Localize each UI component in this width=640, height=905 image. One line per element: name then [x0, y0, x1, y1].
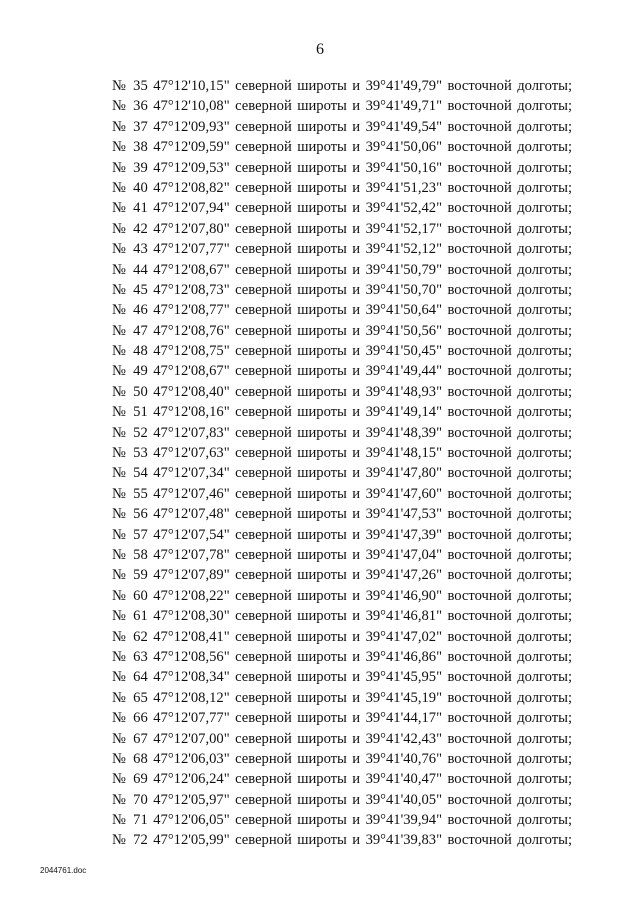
- coordinate-line: № 55 47°12'07,46" северной широты и 39°41'47,60" восточной долготы;: [112, 485, 572, 502]
- coordinate-line: № 52 47°12'07,83" северной широты и 39°41'48,39" восточной долготы;: [112, 424, 572, 441]
- coordinate-line: № 45 47°12'08,73" северной широты и 39°41'50,70" восточной долготы;: [112, 281, 572, 298]
- coordinate-line: № 57 47°12'07,54" северной широты и 39°41'47,39" восточной долготы;: [112, 526, 572, 543]
- coordinate-line: № 62 47°12'08,41" северной широты и 39°41'47,02" восточной долготы;: [112, 628, 572, 645]
- coordinate-line: № 50 47°12'08,40" северной широты и 39°41'48,93" восточной долготы;: [112, 383, 572, 400]
- coordinate-line: № 71 47°12'06,05" северной широты и 39°41'39,94" восточной долготы;: [112, 812, 572, 829]
- coordinate-line: № 72 47°12'05,99" северной широты и 39°41'39,83" восточной долготы;: [112, 832, 572, 849]
- coordinate-line: № 41 47°12'07,94" северной широты и 39°41'52,42" восточной долготы;: [112, 200, 572, 217]
- coordinate-line: № 66 47°12'07,77" северной широты и 39°41'44,17" восточной долготы;: [112, 710, 572, 727]
- coordinate-line: № 44 47°12'08,67" северной широты и 39°41'50,79" восточной долготы;: [112, 261, 572, 278]
- coordinate-line: № 47 47°12'08,76" северной широты и 39°41'50,56" восточной долготы;: [112, 322, 572, 339]
- coordinate-line: № 51 47°12'08,16" северной широты и 39°41'49,14" восточной долготы;: [112, 404, 572, 421]
- coordinate-line: № 67 47°12'07,00" северной широты и 39°41'42,43" восточной долготы;: [112, 730, 572, 747]
- coordinate-line: № 59 47°12'07,89" северной широты и 39°41'47,26" восточной долготы;: [112, 567, 572, 584]
- coordinate-line: № 40 47°12'08,82" северной широты и 39°41'51,23" восточной долготы;: [112, 179, 572, 196]
- coordinate-line: № 48 47°12'08,75" северной широты и 39°41'50,45" восточной долготы;: [112, 343, 572, 360]
- coordinate-line: № 49 47°12'08,67" северной широты и 39°41'49,44" восточной долготы;: [112, 363, 572, 380]
- coordinate-line: № 69 47°12'06,24" северной широты и 39°41'40,47" восточной долготы;: [112, 771, 572, 788]
- coordinate-line: № 43 47°12'07,77" северной широты и 39°41'52,12" восточной долготы;: [112, 241, 572, 258]
- coordinate-line: № 70 47°12'05,97" северной широты и 39°41'40,05" восточной долготы;: [112, 791, 572, 808]
- coordinate-line: № 63 47°12'08,56" северной широты и 39°41'46,86" восточной долготы;: [112, 648, 572, 665]
- coordinate-line: № 42 47°12'07,80" северной широты и 39°41'52,17" восточной долготы;: [112, 220, 572, 237]
- coordinate-line: № 38 47°12'09,59" северной широты и 39°41'50,06" восточной долготы;: [112, 139, 572, 156]
- coordinate-line: № 64 47°12'08,34" северной широты и 39°41'45,95" восточной долготы;: [112, 669, 572, 686]
- coordinate-line: № 56 47°12'07,48" северной широты и 39°41'47,53" восточной долготы;: [112, 506, 572, 523]
- coordinate-line: № 37 47°12'09,93" северной широты и 39°41'49,54" восточной долготы;: [112, 118, 572, 135]
- coordinate-line: № 35 47°12'10,15" северной широты и 39°41'49,79" восточной долготы;: [112, 78, 572, 94]
- coordinate-line: № 36 47°12'10,08" северной широты и 39°41'49,71" восточной долготы;: [112, 98, 572, 115]
- coordinate-line: № 58 47°12'07,78" северной широты и 39°41'47,04" восточной долготы;: [112, 546, 572, 563]
- coordinate-line: № 54 47°12'07,34" северной широты и 39°41'47,80" восточной долготы;: [112, 465, 572, 482]
- coordinate-line: № 68 47°12'06,03" северной широты и 39°41'40,76" восточной долготы;: [112, 750, 572, 767]
- coordinate-line: № 61 47°12'08,30" северной широты и 39°41'46,81" восточной долготы;: [112, 608, 572, 625]
- coordinate-list: [112, 76, 572, 851]
- coordinate-line: № 60 47°12'08,22" северной широты и 39°41'46,90" восточной долготы;: [112, 587, 572, 604]
- document-filename: 2044761.doc: [40, 866, 87, 875]
- coordinate-line: № 65 47°12'08,12" северной широты и 39°41'45,19" восточной долготы;: [112, 689, 572, 706]
- page-number: 6: [316, 41, 324, 58]
- coordinate-line: № 53 47°12'07,63" северной широты и 39°41'48,15" восточной долготы;: [112, 445, 572, 462]
- coordinate-line: № 39 47°12'09,53" северной широты и 39°41'50,16" восточной долготы;: [112, 159, 572, 176]
- coordinate-line: № 46 47°12'08,77" северной широты и 39°41'50,64" восточной долготы;: [112, 302, 572, 319]
